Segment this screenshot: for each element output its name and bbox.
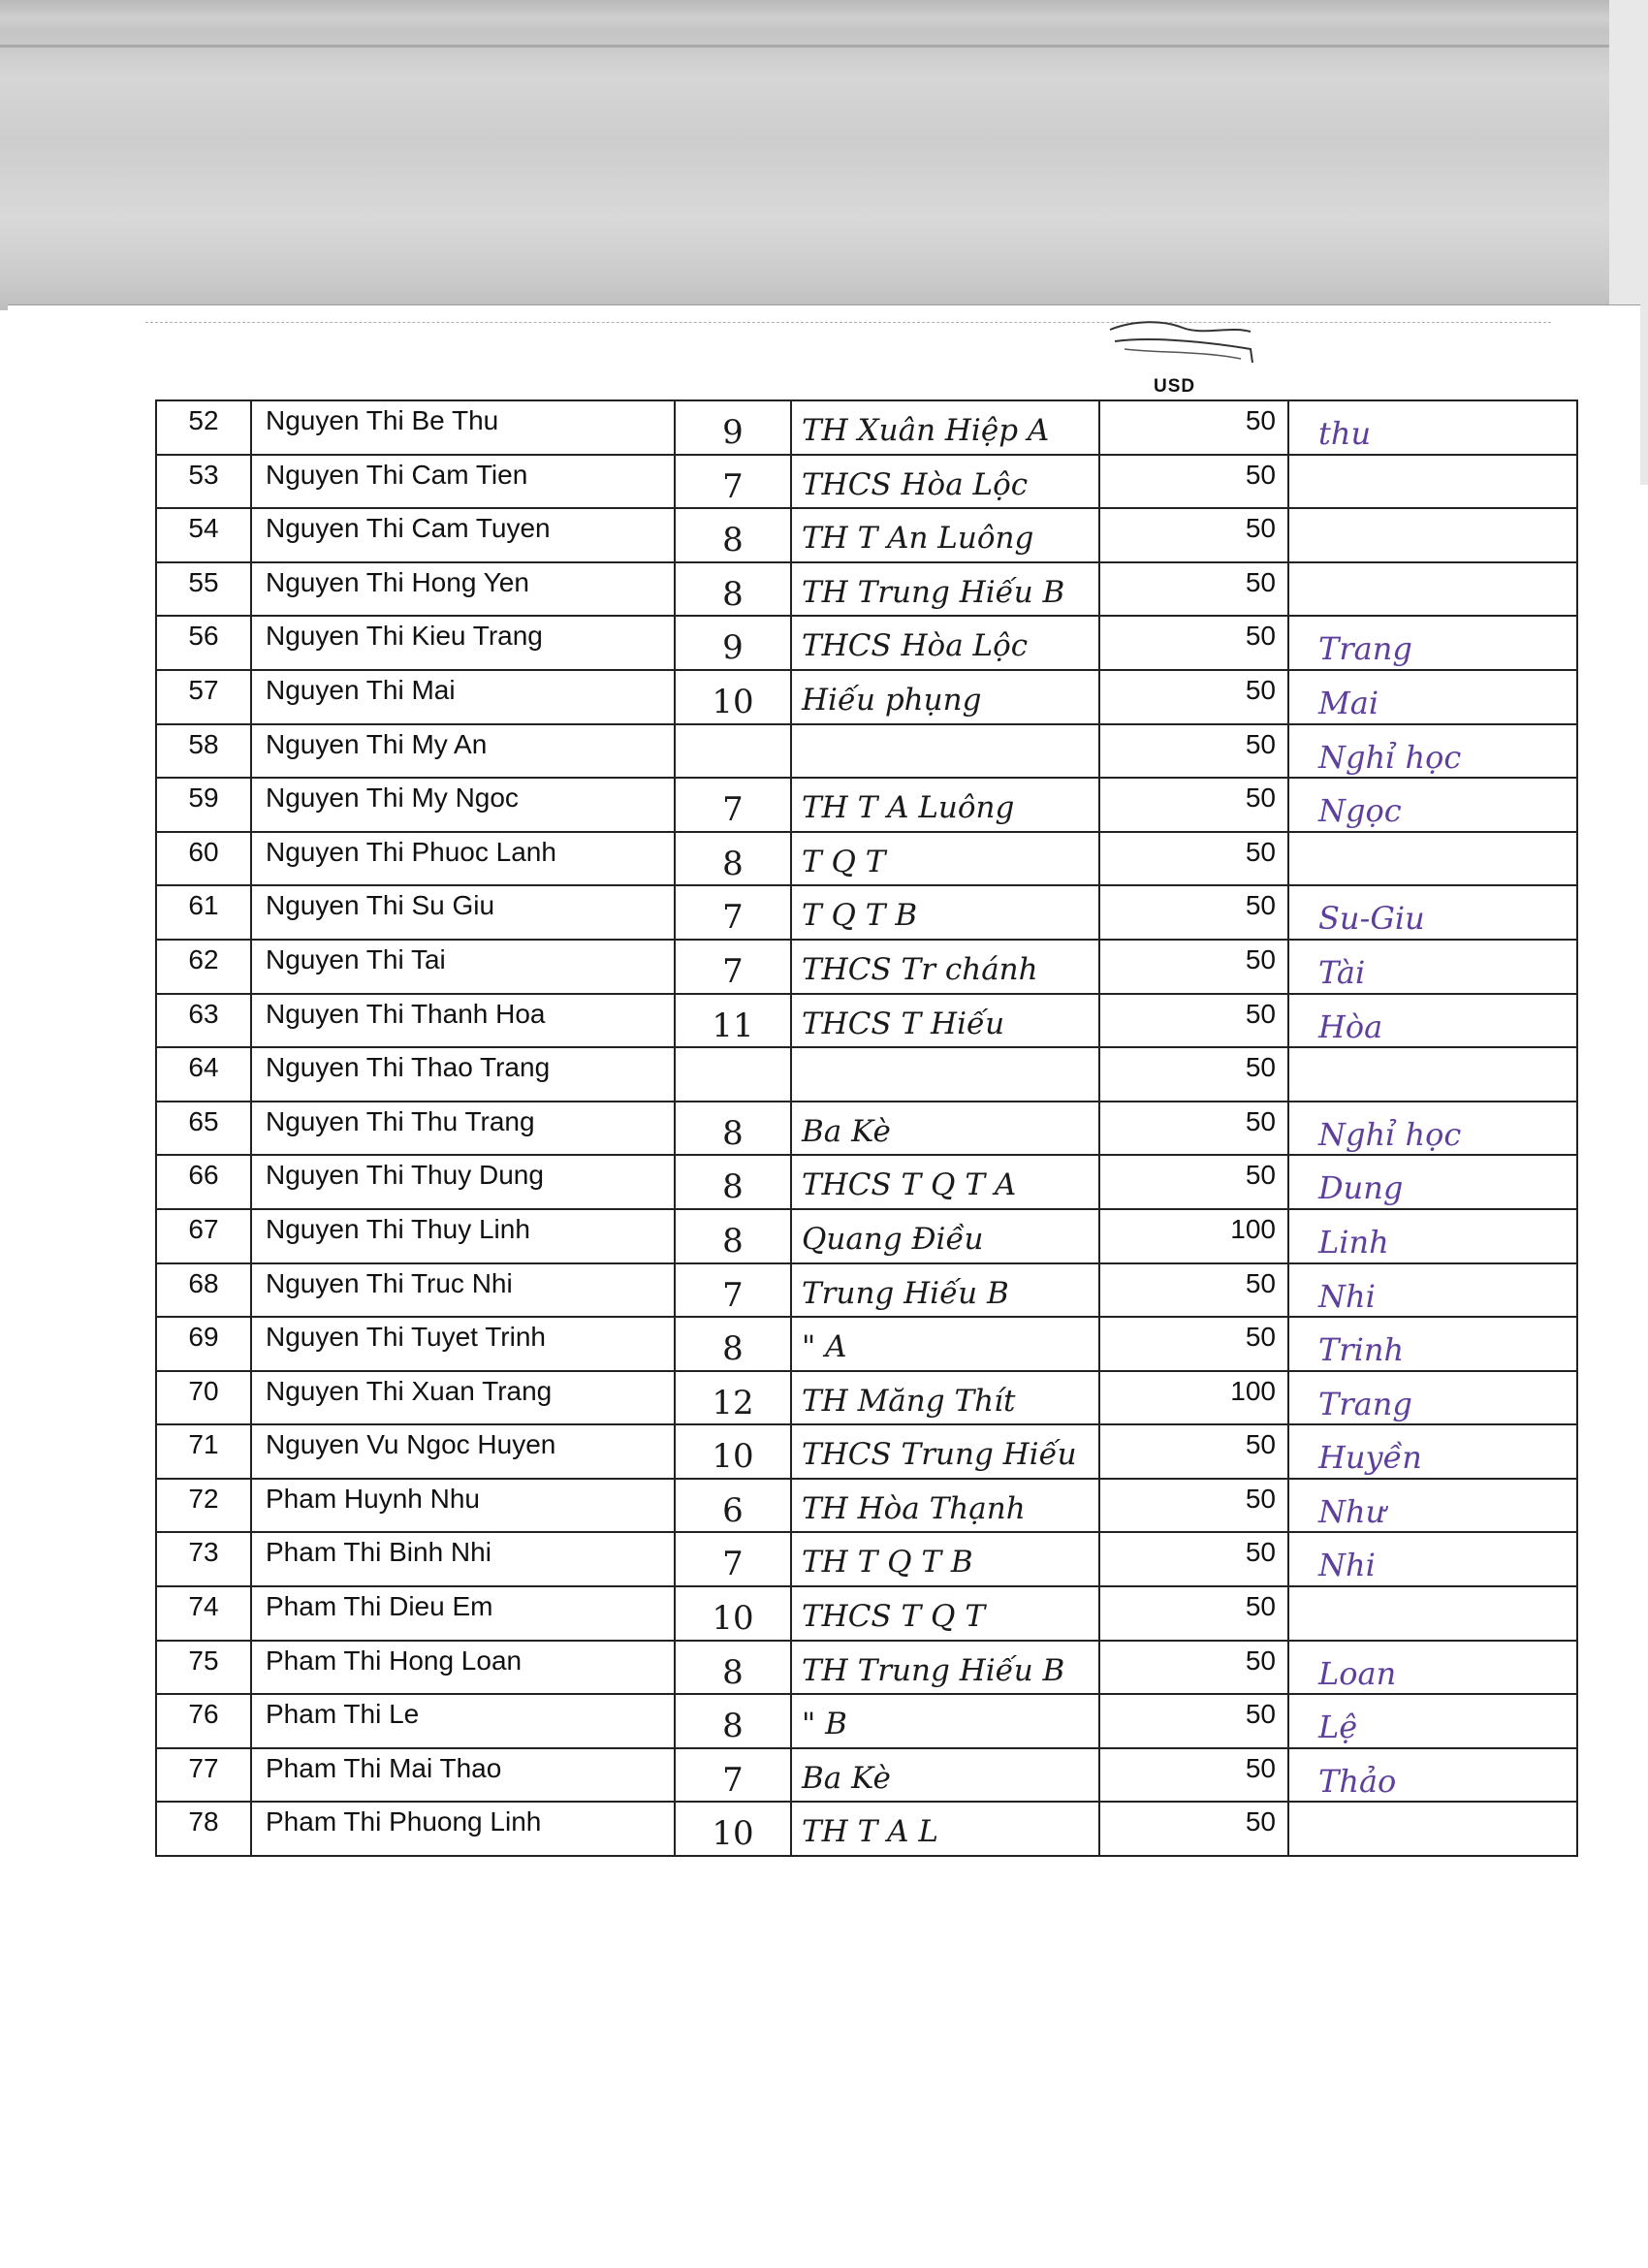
table-row [156, 1371, 1577, 1425]
table-row [156, 1802, 1577, 1856]
amount-cell: 50 [1099, 1424, 1288, 1479]
amount-cell: 50 [1099, 1641, 1288, 1695]
grade-cell: 7 [675, 940, 791, 994]
table-row [156, 1209, 1577, 1263]
table-row [156, 400, 1577, 455]
signature-cell: thu [1288, 400, 1577, 455]
grade-cell: 9 [675, 400, 791, 455]
grade-cell [675, 724, 791, 779]
grade-cell: 8 [675, 1694, 791, 1748]
school-cell: THCS T Hiếu [791, 994, 1099, 1048]
roster-table-wrapper [155, 399, 1578, 1857]
school-cell: Ba Kè [791, 1102, 1099, 1156]
row-number: 64 [156, 1047, 251, 1102]
row-number: 59 [156, 778, 251, 832]
row-number: 66 [156, 1155, 251, 1209]
row-number: 73 [156, 1532, 251, 1586]
table-row [156, 1641, 1577, 1695]
row-number: 78 [156, 1802, 251, 1856]
amount-cell: 50 [1099, 832, 1288, 886]
amount-cell: 50 [1099, 1748, 1288, 1803]
torn-header-edge [145, 308, 1551, 323]
amount-cell: 50 [1099, 400, 1288, 455]
table-row [156, 1694, 1577, 1748]
amount-cell: 50 [1099, 778, 1288, 832]
grade-cell: 7 [675, 885, 791, 940]
student-name: Pham Thi Phuong Linh [251, 1802, 675, 1856]
signature-cell: Nghỉ học [1288, 1102, 1577, 1156]
table-row [156, 1586, 1577, 1641]
school-cell: TH T Q T B [791, 1532, 1099, 1586]
grade-cell: 8 [675, 508, 791, 562]
roster-table [155, 399, 1578, 1857]
signature-cell: Su-Giu [1288, 885, 1577, 940]
table-row [156, 1317, 1577, 1371]
grade-cell: 11 [675, 994, 791, 1048]
table-row [156, 1102, 1577, 1156]
row-number: 75 [156, 1641, 251, 1695]
student-name: Nguyen Thi My Ngoc [251, 778, 675, 832]
student-name: Nguyen Thi Cam Tien [251, 455, 675, 509]
signature-cell: Trang [1288, 1371, 1577, 1425]
signature-cell: Dung [1288, 1155, 1577, 1209]
student-name: Nguyen Thi Tai [251, 940, 675, 994]
signature-cell: Loan [1288, 1641, 1577, 1695]
row-number: 67 [156, 1209, 251, 1263]
row-number: 56 [156, 616, 251, 670]
school-cell: THCS T Q T [791, 1586, 1099, 1641]
grade-cell: 10 [675, 1802, 791, 1856]
student-name: Nguyen Thi Xuan Trang [251, 1371, 675, 1425]
signature-cell: Nhi [1288, 1532, 1577, 1586]
student-name: Nguyen Thi Thuy Dung [251, 1155, 675, 1209]
signature-cell: Lệ [1288, 1694, 1577, 1748]
grade-cell: 7 [675, 1532, 791, 1586]
amount-cell: 50 [1099, 885, 1288, 940]
signature-cell [1288, 508, 1577, 562]
school-cell: Hiếu phụng [791, 670, 1099, 724]
signature-cell: Trinh [1288, 1317, 1577, 1371]
amount-cell: 50 [1099, 1047, 1288, 1102]
table-row [156, 994, 1577, 1048]
table-row [156, 1424, 1577, 1479]
amount-cell: 50 [1099, 562, 1288, 617]
signature-cell: Thảo [1288, 1748, 1577, 1803]
roster-table-body [156, 400, 1577, 1856]
table-row [156, 455, 1577, 509]
signature-cell [1288, 1802, 1577, 1856]
school-cell: Trung Hiếu B [791, 1263, 1099, 1318]
grade-cell: 8 [675, 1155, 791, 1209]
school-cell: Quang Điều [791, 1209, 1099, 1263]
student-name: Nguyen Thi Su Giu [251, 885, 675, 940]
grade-cell: 8 [675, 1641, 791, 1695]
header-curl-scribble [1105, 320, 1260, 368]
student-name: Nguyen Thi Cam Tuyen [251, 508, 675, 562]
signature-cell: Ngọc [1288, 778, 1577, 832]
student-name: Nguyen Thi Hong Yen [251, 562, 675, 617]
school-cell: " A [791, 1317, 1099, 1371]
student-name: Pham Thi Dieu Em [251, 1586, 675, 1641]
row-number: 70 [156, 1371, 251, 1425]
signature-cell [1288, 455, 1577, 509]
amount-cell: 50 [1099, 1586, 1288, 1641]
table-row [156, 508, 1577, 562]
amount-cell: 50 [1099, 1694, 1288, 1748]
signature-cell [1288, 832, 1577, 886]
school-cell: T Q T [791, 832, 1099, 886]
school-cell: TH Hòa Thạnh [791, 1479, 1099, 1533]
grade-cell: 8 [675, 832, 791, 886]
amount-cell: 50 [1099, 1802, 1288, 1856]
amount-cell: 50 [1099, 994, 1288, 1048]
student-name: Nguyen Vu Ngoc Huyen [251, 1424, 675, 1479]
student-name: Nguyen Thi Thao Trang [251, 1047, 675, 1102]
signature-cell: Trang [1288, 616, 1577, 670]
row-number: 63 [156, 994, 251, 1048]
signature-cell [1288, 1047, 1577, 1102]
row-number: 62 [156, 940, 251, 994]
student-name: Nguyen Thi Tuyet Trinh [251, 1317, 675, 1371]
grade-cell: 6 [675, 1479, 791, 1533]
table-row [156, 616, 1577, 670]
grade-cell: 7 [675, 455, 791, 509]
student-name: Nguyen Thi Thu Trang [251, 1102, 675, 1156]
signature-cell: Nhi [1288, 1263, 1577, 1318]
school-cell: THCS Hòa Lộc [791, 455, 1099, 509]
amount-cell: 50 [1099, 670, 1288, 724]
amount-cell: 50 [1099, 616, 1288, 670]
student-name: Pham Thi Mai Thao [251, 1748, 675, 1803]
table-row [156, 1479, 1577, 1533]
signature-cell [1288, 562, 1577, 617]
amount-cell: 50 [1099, 1263, 1288, 1318]
amount-cell: 50 [1099, 1479, 1288, 1533]
student-name: Nguyen Thi Thanh Hoa [251, 994, 675, 1048]
school-cell [791, 724, 1099, 779]
row-number: 69 [156, 1317, 251, 1371]
school-cell: Ba Kè [791, 1748, 1099, 1803]
row-number: 52 [156, 400, 251, 455]
scanner-band [0, 0, 1648, 310]
signature-cell: Linh [1288, 1209, 1577, 1263]
amount-cell: 50 [1099, 1317, 1288, 1371]
row-number: 54 [156, 508, 251, 562]
table-row [156, 1748, 1577, 1803]
row-number: 60 [156, 832, 251, 886]
table-row [156, 1532, 1577, 1586]
school-cell [791, 1047, 1099, 1102]
row-number: 76 [156, 1694, 251, 1748]
school-cell: TH T A L [791, 1802, 1099, 1856]
school-cell: TH Măng Thít [791, 1371, 1099, 1425]
signature-cell: Như [1288, 1479, 1577, 1533]
amount-cell: 50 [1099, 940, 1288, 994]
row-number: 57 [156, 670, 251, 724]
amount-cell: 100 [1099, 1371, 1288, 1425]
student-name: Pham Thi Binh Nhi [251, 1532, 675, 1586]
student-name: Nguyen Thi Kieu Trang [251, 616, 675, 670]
amount-cell: 50 [1099, 1155, 1288, 1209]
row-number: 68 [156, 1263, 251, 1318]
school-cell: TH T An Luông [791, 508, 1099, 562]
amount-cell: 50 [1099, 1532, 1288, 1586]
grade-cell: 7 [675, 778, 791, 832]
row-number: 74 [156, 1586, 251, 1641]
school-cell: " B [791, 1694, 1099, 1748]
currency-label: USD [1154, 376, 1196, 397]
table-row [156, 562, 1577, 617]
school-cell: TH T A Luông [791, 778, 1099, 832]
school-cell: THCS Trung Hiếu [791, 1424, 1099, 1479]
row-number: 55 [156, 562, 251, 617]
grade-cell: 8 [675, 1102, 791, 1156]
row-number: 53 [156, 455, 251, 509]
table-row [156, 1263, 1577, 1318]
signature-cell [1288, 1586, 1577, 1641]
student-name: Pham Huynh Nhu [251, 1479, 675, 1533]
grade-cell: 7 [675, 1748, 791, 1803]
table-row [156, 1047, 1577, 1102]
grade-cell: 12 [675, 1371, 791, 1425]
row-number: 58 [156, 724, 251, 779]
school-cell: TH Trung Hiếu B [791, 562, 1099, 617]
table-row [156, 778, 1577, 832]
student-name: Nguyen Thi Phuoc Lanh [251, 832, 675, 886]
grade-cell: 9 [675, 616, 791, 670]
amount-cell: 50 [1099, 1102, 1288, 1156]
grade-cell: 7 [675, 1263, 791, 1318]
school-cell: TH Trung Hiếu B [791, 1641, 1099, 1695]
student-name: Nguyen Thi Truc Nhi [251, 1263, 675, 1318]
signature-cell: Mai [1288, 670, 1577, 724]
signature-cell: Hòa [1288, 994, 1577, 1048]
school-cell: THCS Hòa Lộc [791, 616, 1099, 670]
row-number: 71 [156, 1424, 251, 1479]
amount-cell: 50 [1099, 724, 1288, 779]
school-cell: T Q T B [791, 885, 1099, 940]
school-cell: THCS T Q T A [791, 1155, 1099, 1209]
row-number: 72 [156, 1479, 251, 1533]
row-number: 61 [156, 885, 251, 940]
amount-cell: 50 [1099, 508, 1288, 562]
grade-cell: 10 [675, 1586, 791, 1641]
signature-cell: Nghỉ học [1288, 724, 1577, 779]
grade-cell: 8 [675, 1209, 791, 1263]
student-name: Nguyen Thi My An [251, 724, 675, 779]
student-name: Pham Thi Hong Loan [251, 1641, 675, 1695]
grade-cell: 8 [675, 1317, 791, 1371]
table-row [156, 724, 1577, 779]
row-number: 77 [156, 1748, 251, 1803]
student-name: Nguyen Thi Mai [251, 670, 675, 724]
grade-cell [675, 1047, 791, 1102]
school-cell: TH Xuân Hiệp A [791, 400, 1099, 455]
table-row [156, 670, 1577, 724]
signature-cell: Tài [1288, 940, 1577, 994]
grade-cell: 8 [675, 562, 791, 617]
table-row [156, 1155, 1577, 1209]
grade-cell: 10 [675, 1424, 791, 1479]
row-number: 65 [156, 1102, 251, 1156]
signature-cell: Huyền [1288, 1424, 1577, 1479]
table-row [156, 832, 1577, 886]
amount-cell: 100 [1099, 1209, 1288, 1263]
student-name: Pham Thi Le [251, 1694, 675, 1748]
student-name: Nguyen Thi Thuy Linh [251, 1209, 675, 1263]
grade-cell: 10 [675, 670, 791, 724]
table-row [156, 940, 1577, 994]
student-name: Nguyen Thi Be Thu [251, 400, 675, 455]
table-row [156, 885, 1577, 940]
school-cell: THCS Tr chánh [791, 940, 1099, 994]
amount-cell: 50 [1099, 455, 1288, 509]
